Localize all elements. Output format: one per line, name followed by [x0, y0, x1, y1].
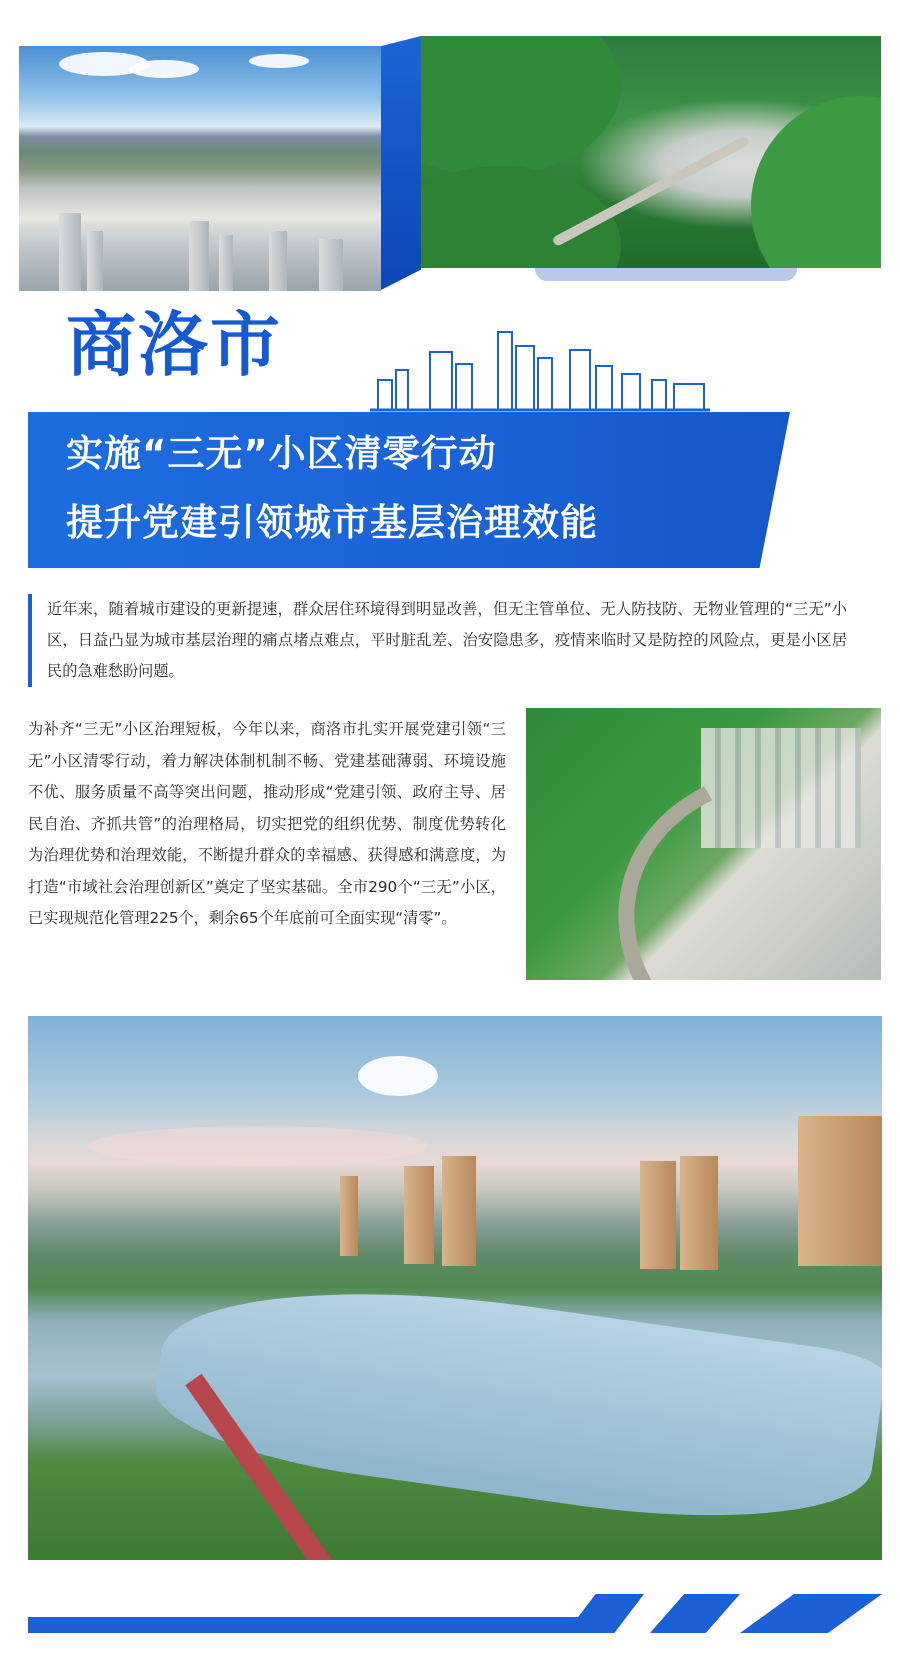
footer-slash-2 — [650, 1594, 740, 1633]
decorative-blue-slab — [381, 36, 421, 290]
body-paragraph: 为补齐“三无”小区治理短板，今年以来，商洛市扎实开展党建引领“三无”小区清零行动，着力解决体制机制不畅、党建基础薄弱、环境设施不优、服务质量不高等突出问题，推动形成“党建引领、政府主导、居民自治、齐抓共管”的治理格局，切实把党的组织优势、制度优势转化为治理优势和治理效能，不断提升群众的幸福感、获得感和满意度，为打造“市域社会治理创新区”奠定了坚实基础。全市290个“三无”小区，已实现规范化管理225个，剩余65个年底前可全面实现“清零”。 — [28, 720, 506, 927]
city-skyline-photo — [19, 46, 381, 291]
aerial-residential-photo — [526, 708, 881, 980]
headline-line-2: 提升党建引领城市基层治理效能 — [66, 501, 598, 544]
footer-slash-3 — [740, 1594, 882, 1633]
headline-line-1: 实施“三无”小区清零行动 — [66, 432, 497, 475]
city-name-title: 商洛市 — [66, 304, 282, 386]
river-city-panorama-photo — [28, 1016, 882, 1560]
footer-slash-1 — [566, 1594, 644, 1633]
mountain-valley-town-photo — [421, 36, 881, 268]
photo-shadow-accent — [535, 268, 797, 281]
skyline-illustration — [370, 330, 730, 412]
intro-paragraph: 近年来，随着城市建设的更新提速，群众居住环境得到明显改善，但无主管单位、无人防技防、无物业管理的“三无”小区，日益凸显为城市基层治理的痛点堵点难点，平时脏乱差、治安隐患多，疫情来临时又是防控的风险点，更是小区居民的急难愁盼问题。 — [28, 594, 847, 687]
footer-stripe — [28, 1617, 588, 1633]
